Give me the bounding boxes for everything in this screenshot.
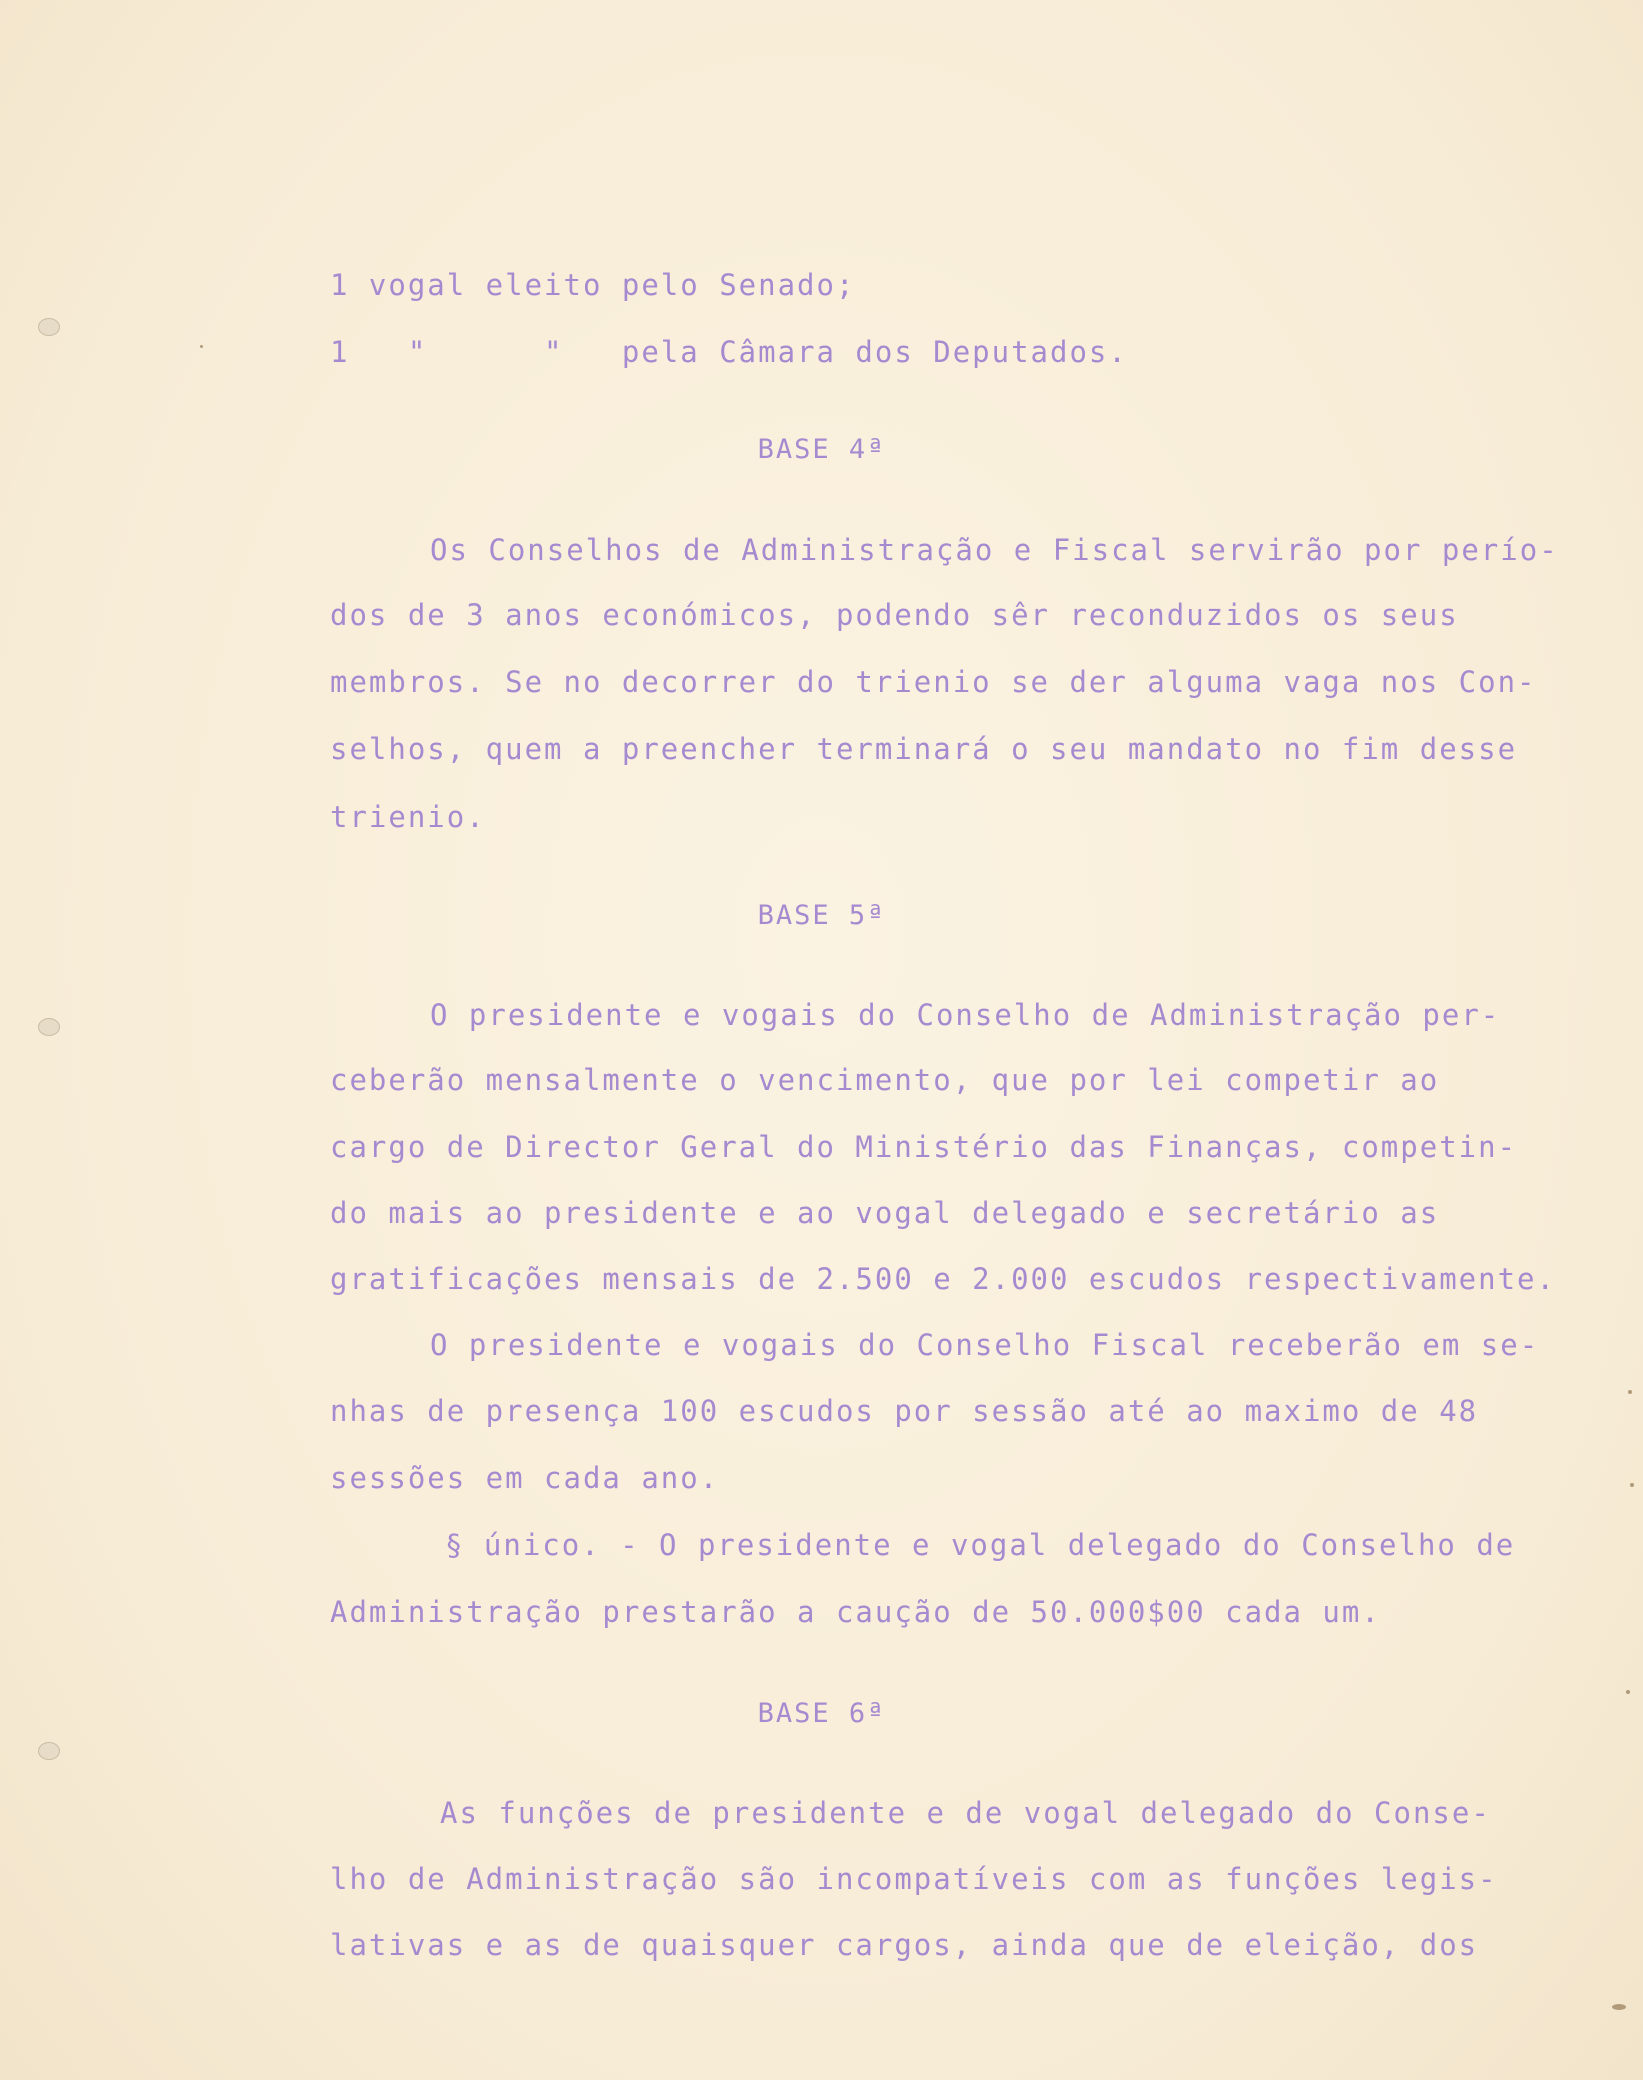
section-heading: BASE 5ª: [757, 900, 886, 931]
paper-speck: [1612, 2004, 1626, 2010]
text-line: As funções de presidente e de vogal delegado do Conse-: [440, 1796, 1491, 1830]
text-line: 1 " " pela Câmara dos Deputados.: [330, 335, 1128, 369]
text-line: trienio.: [330, 800, 486, 834]
text-line: O presidente e vogais do Conselho de Administração per-: [430, 998, 1501, 1032]
paper-speck: [1626, 1690, 1630, 1694]
text-line: sessões em cada ano.: [330, 1461, 720, 1495]
paper-speck: [1630, 1483, 1634, 1487]
text-line: Administração prestarão a caução de 50.000$00 cada um.: [330, 1595, 1381, 1629]
text-line: O presidente e vogais do Conselho Fiscal receberão em se-: [430, 1328, 1540, 1362]
punch-hole: [38, 1018, 60, 1036]
text-line: do mais ao presidente e ao vogal delegado e secretário as: [330, 1196, 1440, 1230]
text-line: § único. - O presidente e vogal delegado do Conselho de: [445, 1528, 1516, 1562]
paper-speck: [1628, 1390, 1632, 1394]
text-line: cargo de Director Geral do Ministério das Finanças, competin-: [330, 1130, 1518, 1164]
punch-hole: [38, 318, 60, 336]
text-line: membros. Se no decorrer do trienio se der alguma vaga nos Con-: [330, 665, 1537, 699]
section-heading: BASE 6ª: [757, 1698, 886, 1729]
text-line: 1 vogal eleito pelo Senado;: [330, 268, 856, 302]
text-line: lativas e as de quaisquer cargos, ainda que de eleição, dos: [330, 1928, 1479, 1962]
text-line: lho de Administração são incompatíveis com as funções legis-: [330, 1862, 1498, 1896]
paper-speck: [200, 345, 203, 348]
text-line: ceberão mensalmente o vencimento, que por lei competir ao: [330, 1063, 1440, 1097]
section-heading: BASE 4ª: [757, 434, 886, 465]
punch-hole: [38, 1742, 60, 1760]
text-line: nhas de presença 100 escudos por sessão até ao maximo de 48: [330, 1394, 1479, 1428]
text-line: selhos, quem a preencher terminará o seu mandato no fim desse: [330, 732, 1518, 766]
text-line: Os Conselhos de Administração e Fiscal servirão por perío-: [430, 533, 1559, 567]
text-line: dos de 3 anos económicos, podendo sêr reconduzidos os seus: [330, 598, 1459, 632]
text-line: gratificações mensais de 2.500 e 2.000 escudos respectivamente.: [330, 1262, 1556, 1296]
